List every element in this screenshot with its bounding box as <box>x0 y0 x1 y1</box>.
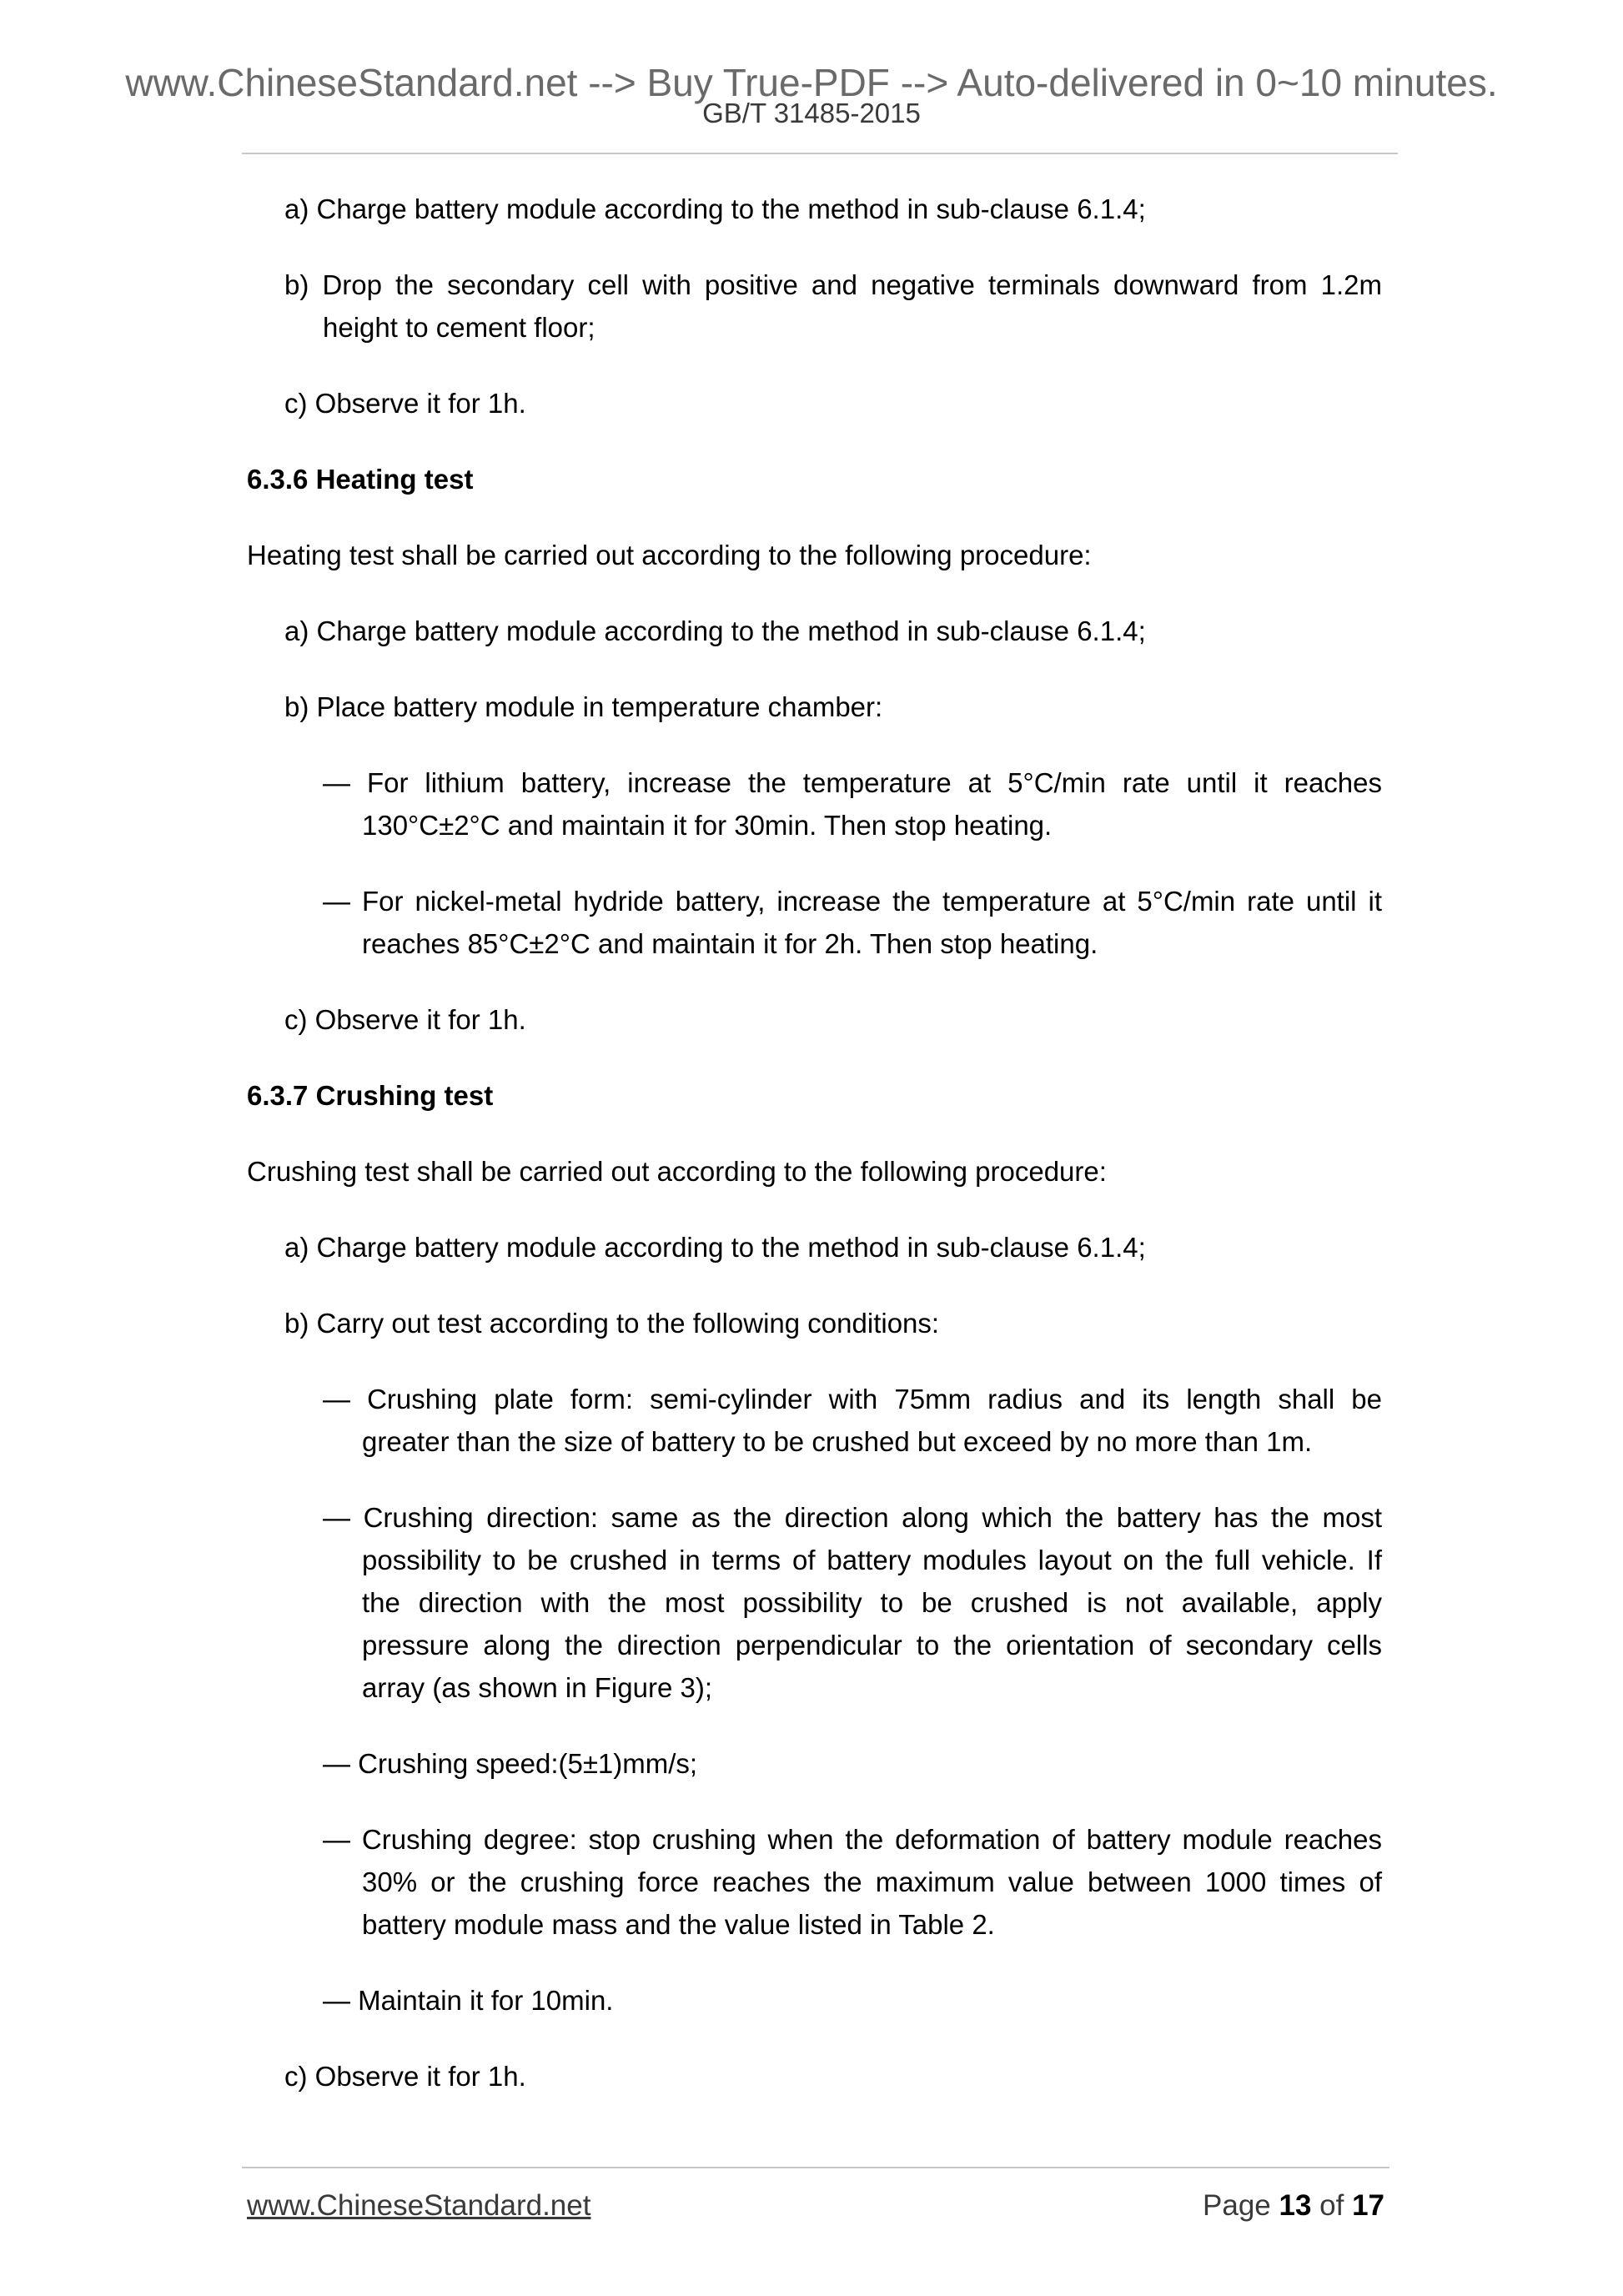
list-item-a: a) Charge battery module according to the method in sub-clause 6.1.4; <box>284 1232 1146 1263</box>
dash-item-line: — For nickel-metal hydride battery, increase the temperature at 5°C/min rate until it <box>323 886 1382 917</box>
header-divider <box>242 153 1398 154</box>
dash-item-line: 130°C±2°C and maintain it for 30min. Then stop heating. <box>362 810 1053 841</box>
section-heading-heating-test: 6.3.6 Heating test <box>247 464 474 495</box>
list-item-b-line: b) Drop the secondary cell with positive and negative terminals downward from 1.2m <box>284 269 1382 300</box>
current-page-number: 13 <box>1279 2189 1312 2222</box>
page-label: Page <box>1203 2189 1279 2222</box>
dash-item-line: the direction with the most possibility to be crushed is not available, apply <box>362 1587 1382 1618</box>
footer-divider <box>242 2167 1389 2168</box>
standard-code: GB/T 31485-2015 <box>702 98 921 128</box>
dash-item-line: — For lithium battery, increase the temperature at 5°C/min rate until it reaches <box>323 767 1382 798</box>
list-item-a: a) Charge battery module according to the method in sub-clause 6.1.4; <box>284 615 1146 646</box>
page-separator: of <box>1311 2189 1353 2222</box>
dash-item-line: reaches 85°C±2°C and maintain it for 2h. Then stop heating. <box>362 928 1098 959</box>
dash-item-line: greater than the size of battery to be crushed but exceed by no more than 1m. <box>362 1426 1313 1457</box>
list-item-b: b) Place battery module in temperature chamber: <box>284 691 883 722</box>
list-item-c: c) Observe it for 1h. <box>284 2061 526 2092</box>
section-intro: Heating test shall be carried out according to the following procedure: <box>247 540 1092 570</box>
page-indicator <box>1151 2188 1384 2224</box>
dash-item-line: pressure along the direction perpendicular to the orientation of secondary cells <box>362 1630 1382 1660</box>
list-item-c: c) Observe it for 1h. <box>284 388 526 419</box>
list-item-b-line: height to cement floor; <box>323 312 595 343</box>
section-heading-crushing-test: 6.3.7 Crushing test <box>247 1080 494 1111</box>
dash-item: — Crushing speed:(5±1)mm/s; <box>323 1748 698 1779</box>
dash-item-line: — Crushing direction: same as the direction along which the battery has the most <box>323 1502 1382 1533</box>
dash-item-line: possibility to be crushed in terms of battery modules layout on the full vehicle. If <box>362 1545 1382 1575</box>
dash-item-line: — Crushing plate form: semi-cylinder with 75mm radius and its length shall be <box>323 1384 1382 1414</box>
dash-item: — Maintain it for 10min. <box>323 1985 614 2016</box>
list-item-c: c) Observe it for 1h. <box>284 1004 526 1035</box>
list-item-a: a) Charge battery module according to the method in sub-clause 6.1.4; <box>284 193 1146 224</box>
section-intro: Crushing test shall be carried out according to the following procedure: <box>247 1156 1107 1187</box>
dash-item-line: 30% or the crushing force reaches the maximum value between 1000 times of <box>362 1866 1382 1897</box>
download-banner: www.ChineseStandard.net --> Buy True-PDF --> Auto-delivered in 0~10 minutes. <box>125 61 1498 104</box>
dash-item-line: battery module mass and the value listed in Table 2. <box>362 1909 995 1940</box>
list-item-b: b) Carry out test according to the following conditions: <box>284 1308 940 1339</box>
total-pages-number: 17 <box>1352 2189 1384 2222</box>
dash-item-line: array (as shown in Figure 3); <box>362 1672 712 1703</box>
footer-site-link[interactable]: www.ChineseStandard.net <box>247 2189 591 2222</box>
dash-item-line: — Crushing degree: stop crushing when the deformation of battery module reaches <box>323 1824 1382 1855</box>
